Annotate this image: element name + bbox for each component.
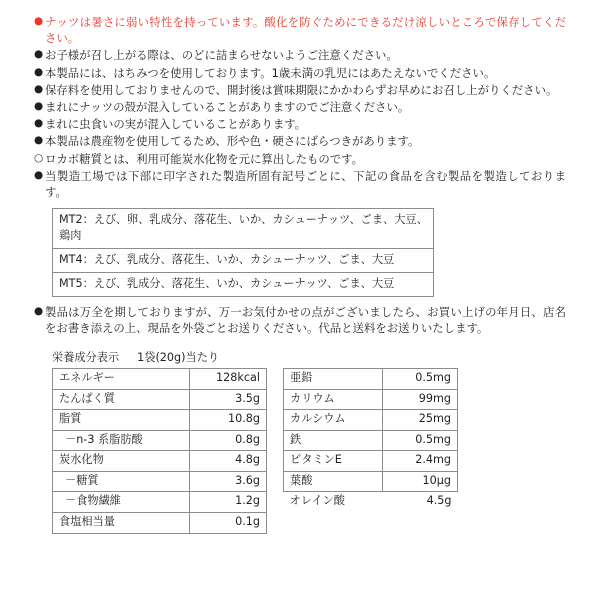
nutrient-name: ビタミンE [284,451,383,472]
bullet-icon: ● [34,117,44,130]
top-notice-list [34,14,566,200]
table-row [53,513,267,534]
nutrition-serving: 1袋(20g)当たり [137,351,220,365]
table-row [284,430,458,451]
notice-text: まれに虫食いの実が混入していることがあります。 [45,117,307,132]
table-row [53,248,434,272]
bullet-icon: ○ [34,151,44,164]
bullet-icon: ● [34,134,44,147]
nutrient-name: 鉄 [284,430,383,451]
notice-item [34,82,566,98]
table-row [53,471,267,492]
nutrient-value: 25mg [383,410,458,431]
bottom-notice-list [34,304,566,336]
notice-text: 本製品には、はちみつを使用しております。1歳未満の乳児にはあたえないでください。 [45,65,496,80]
bullet-icon: ● [34,82,44,95]
nutrient-name: オレイン酸 [289,494,345,508]
notice-text: 製品は万全を期しておりますが、万一お気付かせの点がございましたら、お買い上げの年月日、店名をお書き添えの上、現品を外袋ごとお送りください。代品と送料をお送りいたします。 [45,304,566,335]
nutrient-name: カリウム [284,389,383,410]
allergen-table [52,208,434,297]
notice-text: ナッツは暑さに弱い特性を持っています。酸化を防ぐためにできるだけ涼しいところで保存してください。 [45,15,566,46]
nutrient-value: 99mg [383,389,458,410]
bullet-icon: ● [34,168,44,181]
notice-item [34,304,566,336]
nutrient-name: 亜鉛 [284,369,383,390]
table-row [53,430,267,451]
nutrition-table-minerals [283,368,458,512]
table-row [53,492,267,513]
nutrient-name: 食塩相当量 [53,513,190,534]
bullet-icon: ● [34,99,44,112]
notice-item [34,47,566,63]
notice-item [34,14,566,46]
notice-item [34,65,566,81]
nutrient-name: カルシウム [284,410,383,431]
allergen-code: MT2 [59,213,83,227]
notice-item [34,168,566,200]
allergen-items: えび、乳成分、落花生、いか、カシューナッツ、ごま、大豆 [93,252,395,266]
nutrition-tables [52,368,566,534]
nutrition-table-main [52,368,267,534]
nutrient-value: 10.8g [190,410,267,431]
table-row [53,369,267,390]
bullet-icon: ● [34,65,44,78]
nutrient-name: たんぱく質 [53,389,190,410]
notice-item [34,133,566,149]
nutrition-title: 栄養成分表示 [52,351,120,365]
bullet-icon: ● [34,48,44,61]
allergen-cell: MT5：えび、乳成分、落花生、いか、カシューナッツ、ごま、大豆 [53,272,434,296]
nutrition-heading [52,349,566,365]
notice-item [34,116,566,132]
allergen-code: MT4 [59,252,83,266]
table-row [53,209,434,249]
notice-item [34,151,566,167]
nutrient-value: 10μg [383,471,458,492]
table-row [284,369,458,390]
nutrient-value: 0.8g [190,430,267,451]
table-row [284,471,458,492]
notice-text: 当製造工場では下部に印字された製造所固有記号ごとに、下記の食品を含む製品を製造しております。 [45,168,566,199]
notice-text: ロカボ糖質とは、利用可能炭水化物を元に算出したものです。 [45,151,364,166]
table-row [284,389,458,410]
nutrient-value: 0.1g [190,513,267,534]
nutrient-value: 4.8g [190,451,267,472]
notice-text: まれにナッツの殻が混入していることがありますのでご注意ください。 [45,99,410,114]
nutrient-name: －糖質 [53,471,190,492]
nutrient-value: 3.5g [190,389,267,410]
nutrient-value: 4.5g [426,494,452,508]
table-row [284,492,458,512]
table-row [284,451,458,472]
nutrient-value: 2.4mg [383,451,458,472]
table-row [53,410,267,431]
notice-text: 保存料を使用しておりませんので、開封後は賞味期限にかかわらずお早めにお召し上がりください。 [45,82,558,97]
table-row [53,389,267,410]
nutrient-value: 0.5mg [383,430,458,451]
nutrient-value: 1.2g [190,492,267,513]
bullet-icon: ● [34,304,44,317]
nutrient-name: 炭水化物 [53,451,190,472]
allergen-items: えび、卵、乳成分、落花生、いか、カシューナッツ、ごま、大豆、鶏肉 [59,213,428,242]
table-row [284,410,458,431]
table-row [53,272,434,296]
allergen-cell: MT4：えび、乳成分、落花生、いか、カシューナッツ、ごま、大豆 [53,248,434,272]
nutrient-name: 葉酸 [284,471,383,492]
nutrient-name: エネルギー [53,369,190,390]
nutrient-value: 0.5mg [383,369,458,390]
allergen-items: えび、乳成分、落花生、いか、カシューナッツ、ごま、大豆 [93,276,395,290]
bullet-icon: ● [34,15,44,27]
nutrient-name: －食物繊維 [53,492,190,513]
notice-text: お子様が召し上がる際は、のどに詰まらせないようご注意ください。 [45,48,398,63]
notice-text: 本製品は農産物を使用してるため、形や色・硬さにばらつきがあります。 [45,134,420,149]
notice-item [34,99,566,115]
nutrient-name: 脂質 [53,410,190,431]
nutrient-value: 128kcal [190,369,267,390]
allergen-code: MT5 [59,276,83,290]
nutrient-name: －n-3 系脂肪酸 [53,430,190,451]
table-row [53,451,267,472]
allergen-cell: MT2：えび、卵、乳成分、落花生、いか、カシューナッツ、ごま、大豆、鶏肉 [53,209,434,249]
nutrient-value: 3.6g [190,471,267,492]
